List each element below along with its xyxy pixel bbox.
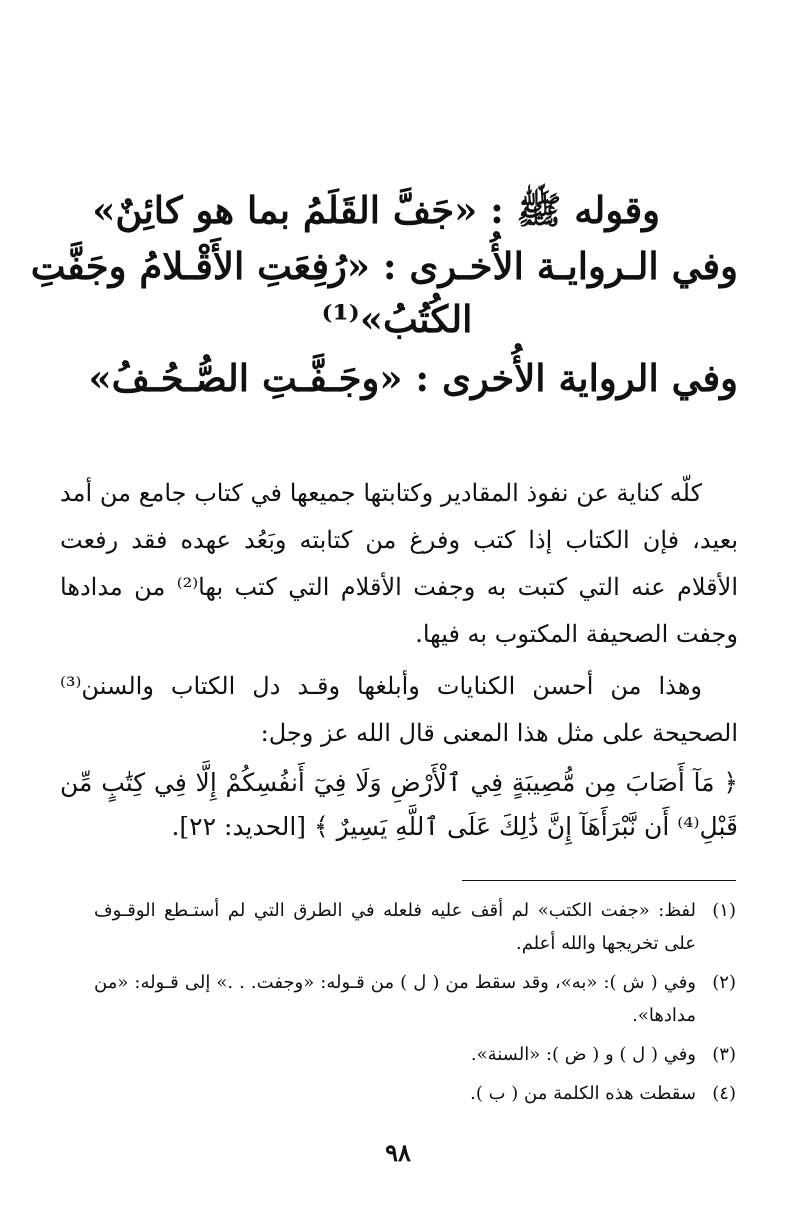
footnote-2 — [94, 966, 736, 1032]
footnote-4 — [94, 1077, 736, 1110]
footnote-number: (١) — [712, 900, 736, 921]
footnote-text: وفي ( ل ) و ( ض ): «السنة». — [470, 1044, 696, 1065]
quran-verse: ﴿ مَآ أَصَابَ مِن مُّصِيبَةٍ فِي ٱلْأَرْضِ وَلَا فِيٓ أَنفُسِكُمْ إِلَّا فِي كِتَٰبٍ مِّن قَبْلِ⁽⁴⁾ أَن نَّبْرَأَهَآ إِنَّ ذَٰلِكَ عَلَى ٱللَّهِ يَسِيرٌ ﴾ [الحديد: ٢٢]. — [60, 768, 738, 841]
page-number: ٩٨ — [385, 1138, 411, 1167]
footnote-text: سقطت هذه الكلمة من ( ب ). — [470, 1083, 696, 1104]
heading-line-1: وقوله ﷺ : «جَفَّ القَلَمُ بما هو كائِنٌ» — [92, 188, 660, 232]
footnote-number: (٢) — [712, 972, 736, 993]
footnote-number: (٣) — [712, 1044, 736, 1065]
paragraph-2: وهذا من أحسن الكنايات وأبلغها وقـد دل الكتاب والسنن⁽³⁾ الصحيحة على مثل هذا المعنى قال الله عز وجل: — [60, 672, 738, 747]
footnote-text: لفظ: «جفت الكتب» لم أقف عليه فلعله في الطرق التي لم أستـطع الوقـوف على تخريجها والله أعلم. — [94, 900, 696, 954]
heading-line-3: الكُتُبُ»⁽¹⁾ — [321, 297, 473, 341]
heading-line-4: وفي الرواية الأُخرى : «وجَـفَّـتِ الصُّـحُـفُ» — [88, 356, 738, 400]
footnote-number: (٤) — [712, 1083, 736, 1104]
footnote-text: وفي ( ش ): «به»، وقد سقط من ( ل ) من قـوله: «وجفت. . .» إلى قـوله: «من مدادها». — [94, 972, 696, 1026]
paragraph-1: كلّه كناية عن نفوذ المقادير وكتابتها جميعها في كتاب جامع من أمد بعيد، فإن الكتاب إذا كتب وفرغ من كتابته وبَعُد عهده فقد رفعت الأقلام عنه التي كتبت به وجفت الأقلام التي كتب بها⁽²⁾ من مدادها وجفت الصحيفة المكتوب به فيها. — [60, 479, 738, 648]
footnotes — [94, 894, 736, 1116]
hadith-headings — [30, 182, 738, 406]
footnote-3 — [94, 1038, 736, 1071]
footnote-divider — [462, 880, 736, 881]
heading-line-2: وفي الـروايـة الأُخـرى : «رُفِعَتِ الأَقْـلامُ وجَفَّتِ — [30, 244, 738, 288]
footnote-1 — [94, 894, 736, 960]
main-text — [60, 470, 738, 849]
